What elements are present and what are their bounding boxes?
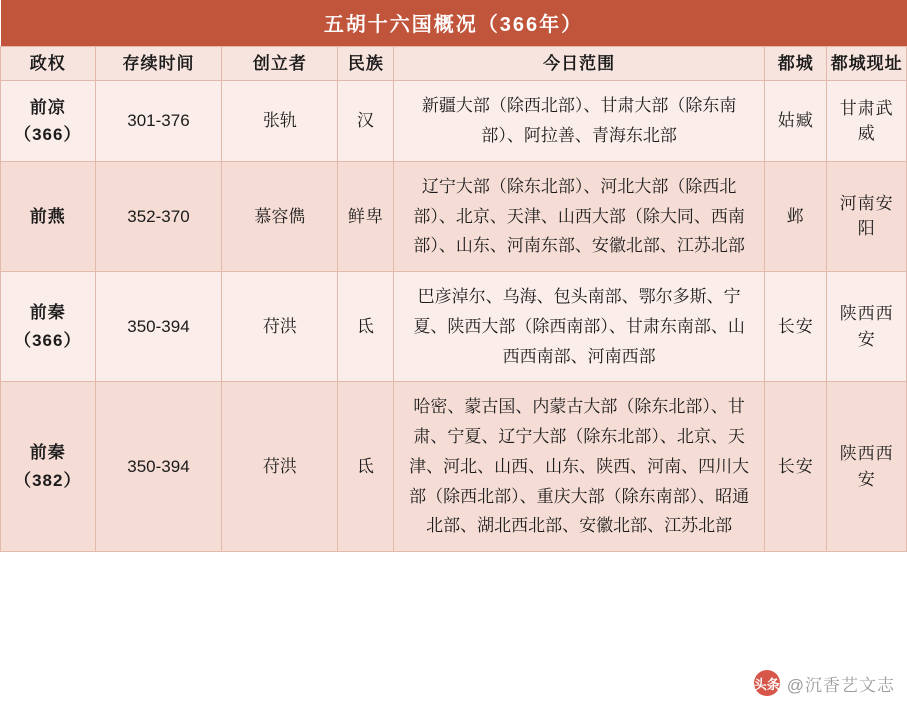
column-header-regime: 政权 <box>1 47 96 81</box>
cell-years: 350-394 <box>95 272 222 382</box>
cell-site: 河南安阳 <box>827 161 907 271</box>
table-row <box>1 81 907 162</box>
column-header-ethnic: 民族 <box>338 47 394 81</box>
cell-capital: 姑臧 <box>765 81 827 162</box>
cell-founder: 慕容儁 <box>222 161 338 271</box>
column-header-capital: 都城 <box>765 47 827 81</box>
cell-site: 陕西西安 <box>827 272 907 382</box>
watermark-text: @沉香艺文志 <box>786 675 895 695</box>
cell-regime: 前秦（382） <box>1 382 96 552</box>
table-row <box>1 382 907 552</box>
cell-ethnic: 氐 <box>338 272 394 382</box>
cell-founder: 苻洪 <box>222 382 338 552</box>
column-header-founder: 创立者 <box>222 47 338 81</box>
page-title: 五胡十六国概况（366年） <box>1 0 907 47</box>
header-row <box>1 47 907 81</box>
table-row <box>1 161 907 271</box>
cell-area: 新疆大部（除西北部）、甘肃大部（除东南部）、阿拉善、青海东北部 <box>394 81 765 162</box>
column-header-area: 今日范围 <box>394 47 765 81</box>
column-header-years: 存续时间 <box>95 47 222 81</box>
cell-founder: 张轨 <box>222 81 338 162</box>
cell-capital: 长安 <box>765 272 827 382</box>
cell-years: 301-376 <box>95 81 222 162</box>
cell-area: 巴彦淖尔、乌海、包头南部、鄂尔多斯、宁夏、陕西大部（除西南部）、甘肃东南部、山西西南部、河南西部 <box>394 272 765 382</box>
cell-site: 陕西西安 <box>827 382 907 552</box>
cell-years: 352-370 <box>95 161 222 271</box>
watermark <box>754 670 895 696</box>
cell-ethnic: 氐 <box>338 382 394 552</box>
toutiao-logo-icon: 头条 <box>754 670 780 696</box>
cell-site: 甘肃武威 <box>827 81 907 162</box>
cell-years: 350-394 <box>95 382 222 552</box>
cell-regime: 前秦（366） <box>1 272 96 382</box>
title-row <box>1 0 907 47</box>
cell-capital: 邺 <box>765 161 827 271</box>
column-header-site: 都城现址 <box>827 47 907 81</box>
cell-area: 辽宁大部（除东北部）、河北大部（除西北部）、北京、天津、山西大部（除大同、西南部）、山东、河南东部、安徽北部、江苏北部 <box>394 161 765 271</box>
cell-ethnic: 鲜卑 <box>338 161 394 271</box>
cell-ethnic: 汉 <box>338 81 394 162</box>
cell-capital: 长安 <box>765 382 827 552</box>
cell-regime: 前凉（366） <box>1 81 96 162</box>
cell-founder: 苻洪 <box>222 272 338 382</box>
cell-regime: 前燕 <box>1 161 96 271</box>
cell-area: 哈密、蒙古国、内蒙古大部（除东北部）、甘肃、宁夏、辽宁大部（除东北部）、北京、天津、河北、山西、山东、陕西、河南、四川大部（除西北部）、重庆大部（除东南部）、昭通北部、湖北西北部、安徽北部、江苏北部 <box>394 382 765 552</box>
table-row <box>1 272 907 382</box>
